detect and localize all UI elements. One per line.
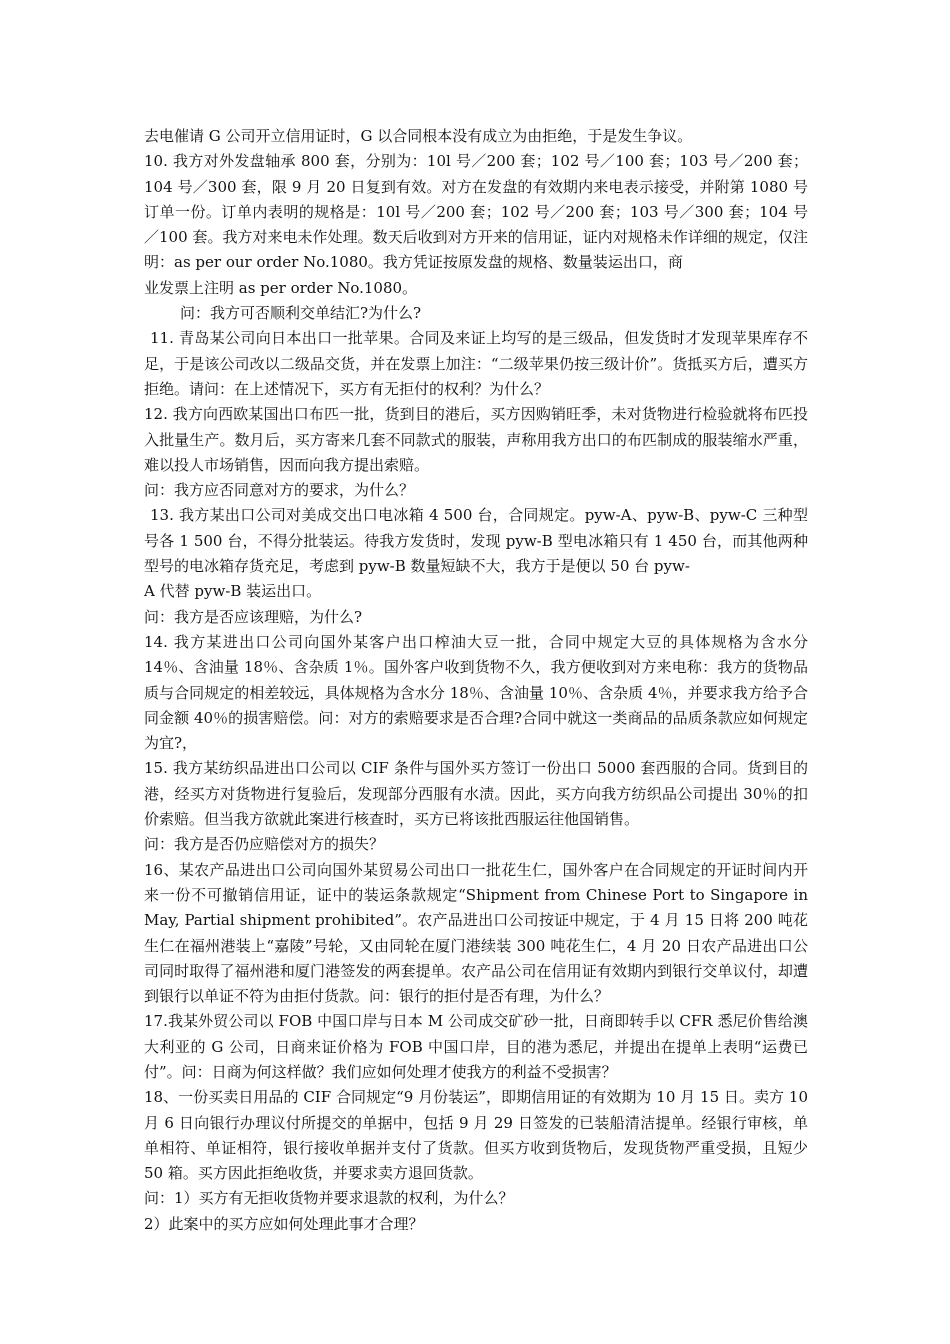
case-13-continued: A 代替 pyw-B 装运出口。	[144, 582, 322, 601]
case-10-question: 问：我方可否顺利交单结汇?为什么?	[180, 304, 422, 323]
case-10-continued: 业发票上注明 as per order No.1080。	[144, 278, 418, 297]
case-12-question: 问：我方应否同意对方的要求，为什么？	[144, 481, 415, 500]
document-page	[144, 124, 808, 1237]
case-18: 18、一份买卖日用品的 CIF 合同规定“9 月份装运”，即期信用证的有效期为 10 月 15 日。卖方 10 月 6 日向银行办理议付所提交的单据中，包括 9 月 29 日签发的已装船清洁提单。经银行审核，单单相符、单证相符，银行接收单据并支付了货款。但买方收到货物后，发现货物严重受损，且短少 50 箱。买方因此拒绝收货，并要求卖方退回货款。	[144, 1088, 808, 1183]
case-16: 16、某农产品进出口公司向国外某贸易公司出口一批花生仁，国外客户在合同规定的开证时间内开来一份不可撤销信用证，证中的装运条款规定“Shipment from Chinese Port to Singapore in May, Partial shipment prohibited”。农产品进出口公司按证中规定，于 4 月 15 日将 200 吨花生仁在福州港装上“嘉陵”号轮，又由同轮在厦门港续装 300 吨花生仁，4 月 20 日农产品进出口公司同时取得了福州港和厦门港签发的两套提单。农产品公司在信用证有效期内到银行交单议付，却遭到银行以单证不符为由拒付货款。问：银行的拒付是否有理，为什么？	[144, 860, 808, 1006]
case-10: 10. 我方对外发盘轴承 800 套，分别为：10l 号／200 套；102 号／100 套；103 号／200 套；104 号／300 套，限 9 月 20 日复到有效。对方在发盘的有效期内来电表示接受，并附第 1080 号订单一份。订单内表明的规格是：10l 号／200 套；102 号／200 套；103 号／300 套；104 号／100 套。我方对来电未作处理。数天后收到对方开来的信用证，证内对规格未作详细的规定，仅注明：as per our order No.1080。我方凭证按原发盘的规格、数量装运出口，商	[144, 152, 808, 272]
case-15: 15. 我方某纺织品进出口公司以 CIF 条件与国外买方签订一份出口 5000 套西服的合同。货到目的港，经买方对货物进行复验后，发现部分西服有水渍。因此，买方向我方纺织品公司提出 30％的扣价索赔。但当我方欲就此案进行核查时，买方已将该批西服运往他国销售。	[144, 759, 808, 829]
case-18-question-1: 问：1）买方有无拒收货物并要求退款的权利，为什么？	[144, 1189, 514, 1208]
case-11: 11. 青岛某公司向日本出口一批苹果。合同及来证上均写的是三级品，但发货时才发现苹果库存不足，于是该公司改以二级品交货，并在发票上加注：“二级苹果仍按三级计价”。货抵买方后，遭买方拒绝。请问：在上述情况下，买方有无拒付的权利？为什么？	[144, 329, 808, 398]
case-18-question-2: 2）此案中的买方应如何处理此事才合理？	[144, 1214, 424, 1233]
case-13: 13. 我方某出口公司对美成交出口电冰箱 4 500 台，合同规定。pyw-A、pyw-B、pyw-C 三种型号各 1 500 台，不得分批装运。待我方发货时，发现 pyw-B 型电冰箱只有 1 450 台，而其他两种型号的电冰箱存货充足，考虑到 pyw-B 数量短缺不大，我方于是便以 50 台 pyw-	[144, 506, 808, 576]
case-12: 12. 我方向西欧某国出口布匹一批，货到目的港后，买方因购销旺季，未对货物进行检验就将布匹投入批量生产。数月后，买方寄来几套不同款式的服装，声称用我方出口的布匹制成的服装缩水严重，难以投人市场销售，因而向我方提出索赔。	[144, 405, 808, 474]
case-13-question: 问：我方是否应该理赔，为什么?	[144, 607, 363, 626]
case-17: 17.我某外贸公司以 FOB 中国口岸与日本 M 公司成交矿砂一批，日商即转手以 CFR 悉尼价售给澳大利亚的 G 公司，日商来证价格为 FOB 中国口岸，目的港为悉尼，并提出在提单上表明“运费已付”。问：日商为何这样做？我们应如何处理才使我方的利益不受损害？	[144, 1012, 808, 1081]
case-15-question: 问：我方是否仍应赔偿对方的损失？	[144, 835, 385, 854]
case-14: 14. 我方某进出口公司向国外某客户出口榨油大豆一批，合同中规定大豆的具体规格为含水分 14％、含油量 18％、含杂质 1％。国外客户收到货物不久，我方便收到对方来电称：我方的货物品质与合同规定的相差较远，具体规格为含水分 18％、含油量 10％、含杂质 4％，并要求我方给予合同金额 40％的损害赔偿。问：对方的索赔要求是否合理?合同中就这一类商品的品质条款应如何规定为宜?，	[144, 632, 808, 753]
paragraph-dispute-intro: 去电催请 G 公司开立信用证时，G 以合同根本没有成立为由拒绝，于是发生争议。	[144, 127, 693, 145]
